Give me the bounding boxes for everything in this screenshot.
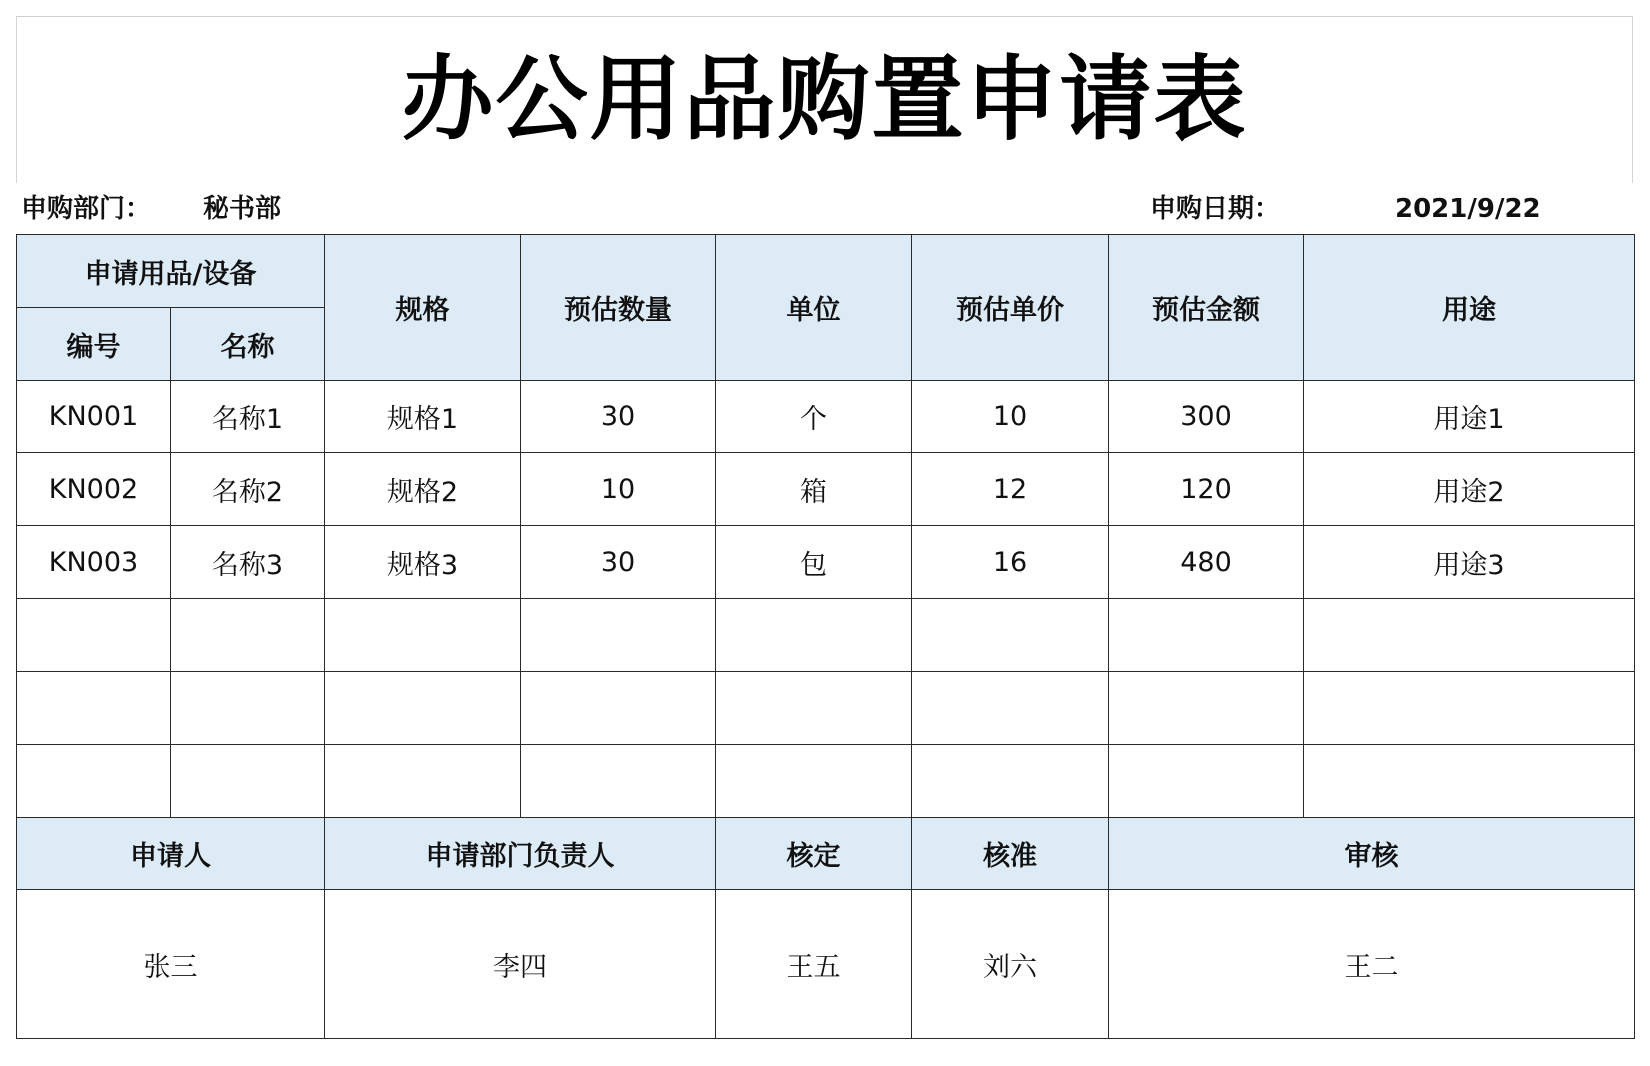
empty-row <box>17 672 1635 745</box>
empty-cell <box>171 599 325 672</box>
empty-cell <box>912 599 1109 672</box>
empty-cell <box>521 672 716 745</box>
empty-cell <box>1109 745 1304 818</box>
approval-header-verify: 核定 <box>716 818 912 890</box>
empty-cell <box>716 599 912 672</box>
purchase-table <box>16 234 1635 1039</box>
empty-cell <box>325 599 521 672</box>
cell-price: 10 <box>912 381 1109 453</box>
cell-usage: 用途2 <box>1304 453 1635 526</box>
department-value: 秘书部 <box>203 194 282 224</box>
header-unit: 单位 <box>716 235 912 381</box>
header-qty: 预估数量 <box>521 235 716 381</box>
approval-header-review: 审核 <box>1109 818 1635 890</box>
cell-spec: 规格3 <box>325 526 521 599</box>
approval-header-dept-head: 申请部门负责人 <box>325 818 716 890</box>
header-spec: 规格 <box>325 235 521 381</box>
cell-usage: 用途3 <box>1304 526 1635 599</box>
table-row <box>17 453 1635 526</box>
approval-header-row <box>17 818 1635 890</box>
empty-cell <box>521 599 716 672</box>
cell-spec: 规格2 <box>325 453 521 526</box>
department-label: 申购部门： <box>21 194 152 224</box>
empty-cell <box>1109 599 1304 672</box>
group-header: 申请用品/设备 <box>17 235 325 308</box>
cell-amount: 480 <box>1109 526 1304 599</box>
empty-cell <box>912 672 1109 745</box>
empty-cell <box>1304 745 1635 818</box>
cell-price: 16 <box>912 526 1109 599</box>
table-row <box>17 381 1635 453</box>
empty-cell <box>325 745 521 818</box>
cell-amount: 120 <box>1109 453 1304 526</box>
header-price: 预估单价 <box>912 235 1109 381</box>
table-row <box>17 526 1635 599</box>
header-name: 名称 <box>171 308 325 381</box>
cell-qty: 30 <box>521 526 716 599</box>
empty-cell <box>171 745 325 818</box>
cell-qty: 10 <box>521 453 716 526</box>
cell-name: 名称3 <box>171 526 325 599</box>
signature-dept-head: 李四 <box>325 890 716 1039</box>
header-row <box>17 235 1635 308</box>
cell-unit: 个 <box>716 381 912 453</box>
signature-review: 王二 <box>1109 890 1635 1039</box>
empty-cell <box>17 599 171 672</box>
cell-usage: 用途1 <box>1304 381 1635 453</box>
empty-cell <box>716 672 912 745</box>
cell-code: KN003 <box>17 526 171 599</box>
cell-name: 名称2 <box>171 453 325 526</box>
date-label: 申购日期： <box>1150 194 1281 224</box>
cell-spec: 规格1 <box>325 381 521 453</box>
cell-amount: 300 <box>1109 381 1304 453</box>
cell-unit: 包 <box>716 526 912 599</box>
header-usage: 用途 <box>1304 235 1635 381</box>
signature-applicant: 张三 <box>17 890 325 1039</box>
approval-header-approve: 核准 <box>912 818 1109 890</box>
empty-cell <box>912 745 1109 818</box>
empty-cell <box>1109 672 1304 745</box>
empty-cell <box>171 672 325 745</box>
title-frame <box>16 16 1633 183</box>
date-value: 2021/9/22 <box>1395 194 1541 224</box>
cell-qty: 30 <box>521 381 716 453</box>
cell-code: KN002 <box>17 453 171 526</box>
empty-cell <box>716 745 912 818</box>
signature-approve: 刘六 <box>912 890 1109 1039</box>
header-code: 编号 <box>17 308 171 381</box>
cell-name: 名称1 <box>171 381 325 453</box>
cell-price: 12 <box>912 453 1109 526</box>
empty-cell <box>17 745 171 818</box>
page-title: 办公用品购置申请表 <box>401 46 1248 153</box>
signature-verify: 王五 <box>716 890 912 1039</box>
cell-unit: 箱 <box>716 453 912 526</box>
approval-header-applicant: 申请人 <box>17 818 325 890</box>
cell-code: KN001 <box>17 381 171 453</box>
empty-cell <box>521 745 716 818</box>
empty-row <box>17 599 1635 672</box>
empty-cell <box>17 672 171 745</box>
empty-cell <box>1304 599 1635 672</box>
empty-cell <box>325 672 521 745</box>
header-amount: 预估金额 <box>1109 235 1304 381</box>
empty-cell <box>1304 672 1635 745</box>
empty-row <box>17 745 1635 818</box>
approval-signature-row <box>17 890 1635 1039</box>
